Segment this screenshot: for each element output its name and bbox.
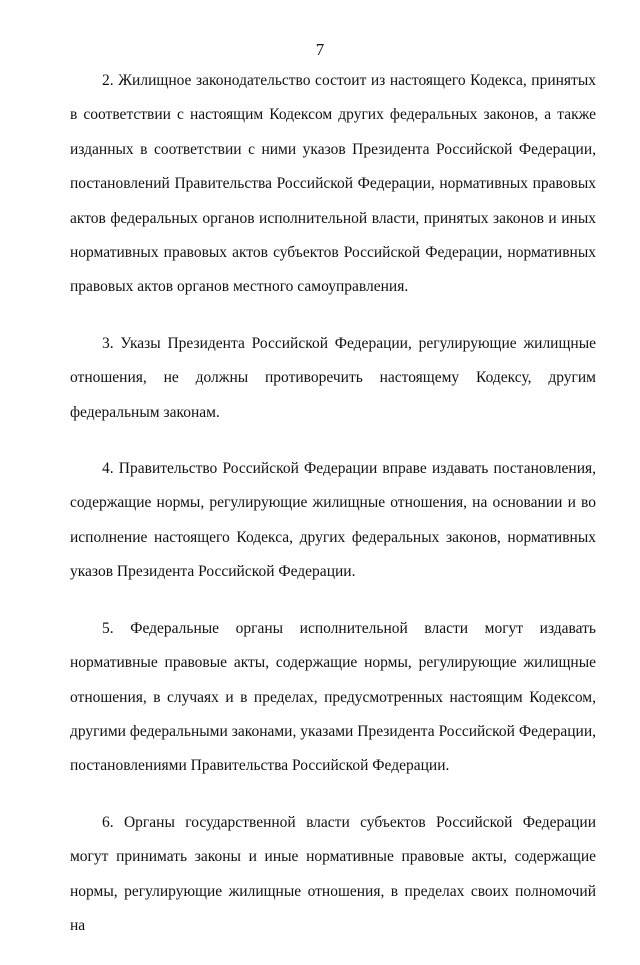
page-number: 7	[315, 40, 325, 59]
paragraph-6: 6. Органы государственной власти субъектов Российской Федерации могут принимать законы и иные нормативные правовые акты, содержащие нормы, регулирующие жилищные отношения, в пределах своих полномочий на	[70, 813, 596, 934]
paragraph-2: 2. Жилищное законодательство состоит из настоящего Кодекса, принятых в соответствии с настоящим Кодексом других федеральных законов, а также изданных в соответствии с ними указов Президента Российской Федерации, постановлений Правительства Российской Федерации, нормативных правовых актов федеральных органов исполнительной власти, принятых законов и иных нормативных правовых актов субъектов Российской Федерации, нормативных правовых актов органов местного самоуправления.	[70, 72, 596, 296]
paragraph-3: 3. Указы Президента Российской Федерации, регулирующие жилищные отношения, не должны противоречить настоящему Кодексу, другим федеральным законам.	[70, 334, 596, 421]
paragraph-5: 5. Федеральные органы исполнительной власти могут издавать нормативные правовые акты, содержащие нормы, регулирующие жилищные отношения, в случаях и в пределах, предусмотренных настоящим Кодексом, другими федеральными законами, указами Президента Российской Федерации, постановлениями Правительства Российской Федерации.	[70, 619, 596, 775]
paragraph-4: 4. Правительство Российской Федерации вправе издавать постановления, содержащие нормы, регулирующие жилищные отношения, на основании и во исполнение настоящего Кодекса, других федеральных законов, нормативных указов Президента Российской Федерации.	[70, 460, 596, 581]
document-body	[70, 64, 596, 965]
